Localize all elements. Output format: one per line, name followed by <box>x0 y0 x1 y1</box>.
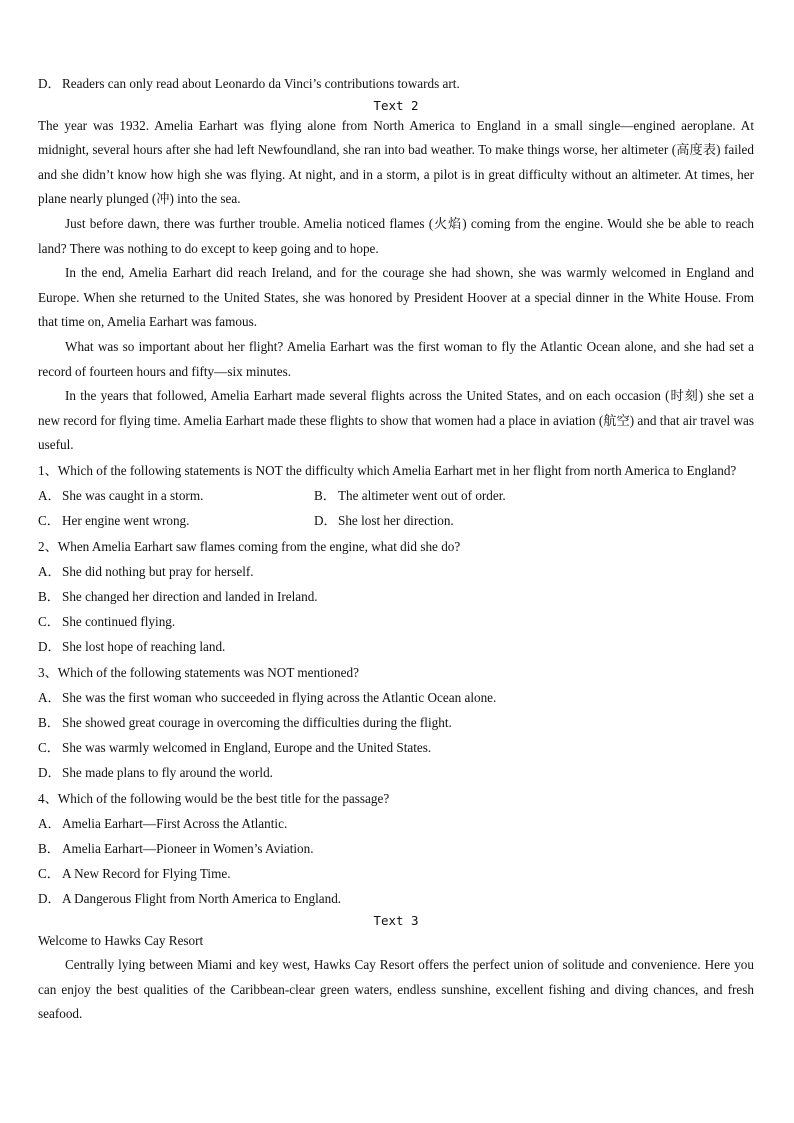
option-label: C． <box>38 614 60 630</box>
text3-heading: Text 3 <box>373 912 419 928</box>
text3-paragraph-1: Centrally lying between Miami and key west, Hawks Cay Resort offers the perfect union of solitude and convenience. Here you can enjoy the best qualities of the Caribbean-clear green waters, endless sunshine, excellent fishing and diving chances, and fresh seafood. <box>38 957 754 1022</box>
question-1-options-row-2 <box>38 508 754 533</box>
question-1-option-b <box>314 483 590 508</box>
question-2: 2、When Amelia Earhart saw flames coming from the engine, what did she do? <box>38 538 461 554</box>
option-label: B． <box>38 714 60 730</box>
option-text: She lost hope of reaching land. <box>62 639 226 655</box>
option-label: D． <box>38 765 61 781</box>
question-1-option-d <box>314 508 590 533</box>
option-label: A． <box>38 689 61 705</box>
option-text: She made plans to fly around the world. <box>62 765 273 781</box>
text2-heading: Text 2 <box>373 97 419 113</box>
question-4-option-a <box>38 811 754 836</box>
option-label: A． <box>38 488 61 504</box>
option-label: C． <box>38 866 60 882</box>
question-1-options-row-1 <box>38 483 754 508</box>
option-label: C． <box>38 513 60 529</box>
option-label: D． <box>38 639 61 655</box>
option-label: D． <box>38 76 61 91</box>
question-2-option-d <box>38 634 754 659</box>
text2-paragraph-5: In the years that followed, Amelia Earhart made several flights across the United States, and on each occasion (时刻) she set a new record for flying time. Amelia Earhart made these flights to show that women had a place in aviation (航空) and that air travel was useful. <box>38 388 754 453</box>
option-label: B． <box>38 588 60 604</box>
option-text: She was caught in a storm. <box>62 488 204 504</box>
option-label: C． <box>38 740 60 756</box>
document-page <box>38 72 754 1027</box>
option-text: Amelia Earhart—First Across the Atlantic. <box>62 815 288 831</box>
text2-paragraph-2: Just before dawn, there was further trouble. Amelia noticed flames (火焰) coming from the engine. Would she be able to reach land? There was nothing to do except to keep going and to hope. <box>38 215 754 256</box>
option-label: A． <box>38 815 61 831</box>
previous-question-option-d <box>38 72 754 97</box>
question-1-option-a <box>38 483 314 508</box>
option-label: B． <box>314 488 336 504</box>
question-2-option-b <box>38 584 754 609</box>
option-text: She changed her direction and landed in Ireland. <box>62 588 318 604</box>
question-3-option-c <box>38 735 754 760</box>
option-text: A New Record for Flying Time. <box>62 866 231 882</box>
option-label: D． <box>38 891 61 907</box>
option-text: Readers can only read about Leonardo da Vinci’s contributions towards art. <box>62 76 460 91</box>
question-4-option-b <box>38 836 754 861</box>
option-text: The altimeter went out of order. <box>338 488 506 504</box>
question-1-option-c <box>38 508 314 533</box>
question-3-option-d <box>38 760 754 785</box>
option-text: She did nothing but pray for herself. <box>62 563 254 579</box>
question-4: 4、Which of the following would be the best title for the passage? <box>38 790 390 806</box>
option-text: A Dangerous Flight from North America to England. <box>62 891 342 907</box>
option-text: Amelia Earhart—Pioneer in Women’s Aviation. <box>62 840 314 856</box>
question-3-option-b <box>38 710 754 735</box>
option-label: A． <box>38 563 61 579</box>
option-text: Her engine went wrong. <box>62 513 190 529</box>
question-2-option-c <box>38 609 754 634</box>
option-text: She was warmly welcomed in England, Europe and the United States. <box>62 740 432 756</box>
question-3-option-a <box>38 685 754 710</box>
question-1: 1、Which of the following statements is NOT the difficulty which Amelia Earhart met in her flight from north America to England? <box>38 462 737 478</box>
option-text: She was the first woman who succeeded in flying across the Atlantic Ocean alone. <box>62 689 497 705</box>
text2-paragraph-1: The year was 1932. Amelia Earhart was flying alone from North America to England in a small single—engined aeroplane. At midnight, several hours after she had left Newfoundland, she ran into bad weather. To make things worse, her altimeter (高度表) failed and she didn’t know how high she was flying. At night, and in a storm, a pilot is in great difficulty without an altimeter. At times, her plane nearly plunged (冲) into the sea. <box>38 117 754 207</box>
option-label: B． <box>38 840 60 856</box>
question-2-option-a <box>38 559 754 584</box>
question-4-option-d <box>38 886 754 911</box>
option-text: She showed great courage in overcoming the difficulties during the flight. <box>62 714 452 730</box>
text3-title: Welcome to Hawks Cay Resort <box>38 932 204 948</box>
question-4-option-c <box>38 861 754 886</box>
option-text: She lost her direction. <box>338 513 454 529</box>
question-3: 3、Which of the following statements was NOT mentioned? <box>38 664 359 680</box>
option-label: D． <box>314 513 337 529</box>
option-text: She continued flying. <box>62 614 176 630</box>
text2-paragraph-3: In the end, Amelia Earhart did reach Ireland, and for the courage she had shown, she was warmly welcomed in England and Europe. When she returned to the United States, she was honored by President Hoover at a special dinner in the White House. From that time on, Amelia Earhart was famous. <box>38 265 754 330</box>
text2-paragraph-4: What was so important about her flight? Amelia Earhart was the first woman to fly the Atlantic Ocean alone, and she had set a record of fourteen hours and fifty—six minutes. <box>38 338 754 379</box>
